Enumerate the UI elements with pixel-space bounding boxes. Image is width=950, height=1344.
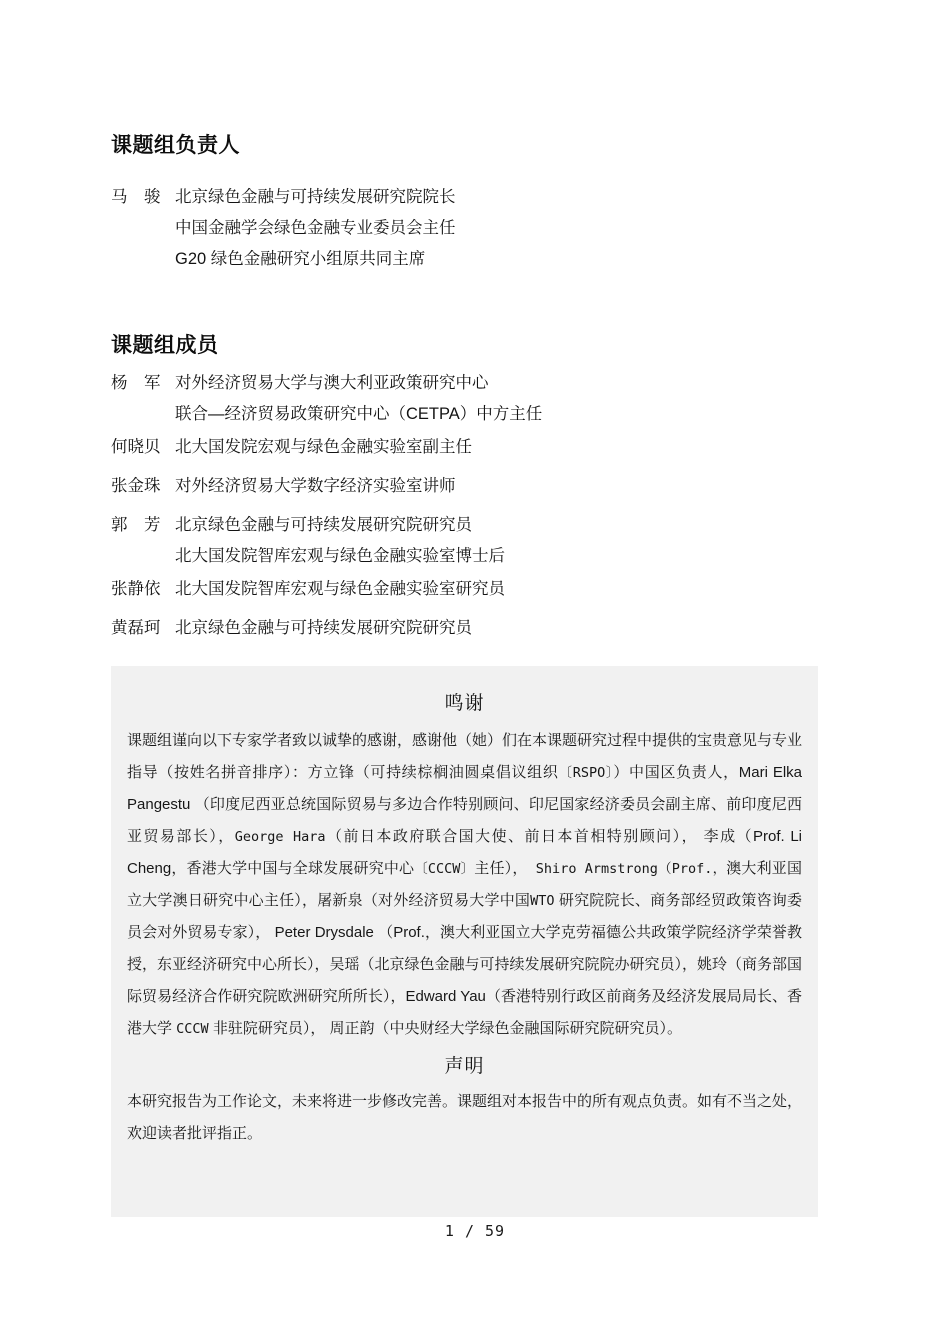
acknowledgement-text-run: George Hara	[234, 829, 326, 845]
acknowledgement-text-run: 主任），	[474, 860, 528, 877]
acknowledgement-body	[127, 725, 802, 1045]
person-roles	[175, 432, 811, 463]
member-people-list	[111, 368, 811, 652]
person-entry	[111, 471, 811, 502]
person-name: 马 骏	[111, 188, 161, 206]
person-role-line: 对外经济贸易大学与澳大利亚政策研究中心	[175, 374, 489, 392]
person-row	[111, 613, 811, 644]
acknowledgement-text-run: 〔RSPO〕	[558, 765, 614, 781]
acknowledgement-text-run: 非驻院研究员）， 周正韵（中央财经大学绿色金融国际研究院研究员）。	[208, 1020, 683, 1037]
person-entry	[111, 574, 811, 605]
acknowledgement-text-run: WTO	[530, 893, 555, 909]
person-role-line: 北大国发院智库宏观与绿色金融实验室研究员	[175, 580, 505, 598]
acknowledgement-text-run: CCCW	[176, 1021, 209, 1037]
person-name: 张静依	[111, 580, 161, 598]
person-row	[111, 432, 811, 463]
person-entry	[111, 182, 811, 275]
person-role-line: 北大国发院宏观与绿色金融实验室副主任	[175, 438, 472, 456]
person-roles	[175, 182, 811, 275]
person-roles	[175, 613, 811, 644]
person-row	[111, 471, 811, 502]
person-entry	[111, 368, 811, 430]
acknowledgement-text-run: 课题组谨向以下专家学者致以诚挚的感谢，感谢他（她）们在本课题研究过程中提供的宝贵意见与专业指导（按姓名拼音排序）：方立锋（可持续棕榈油圆桌倡议组织	[127, 732, 803, 781]
person-entry	[111, 432, 811, 463]
person-role-line: 联合—经济贸易政策研究中心（CETPA）中方主任	[175, 405, 543, 423]
person-roles	[175, 471, 811, 502]
acknowledgement-text-run: 澳大利亚国立大学澳日研究中心主任），屠新泉（对外经济贸易大学中国	[127, 860, 802, 909]
acknowledgement-text-run: 〔CCCW〕	[414, 861, 475, 877]
person-name: 黄磊珂	[111, 619, 161, 637]
person-role-line: 对外经济贸易大学数字经济实验室讲师	[175, 477, 456, 495]
person-name: 郭 芳	[111, 516, 161, 534]
person-role-line: 北大国发院智库宏观与绿色金融实验室博士后	[175, 547, 505, 565]
lead-people-list	[111, 182, 811, 277]
person-row	[111, 510, 811, 572]
person-role-line: 北京绿色金融与可持续发展研究院研究员	[175, 516, 472, 534]
person-row	[111, 182, 811, 275]
acknowledgement-text-run: 研究院院长、商务部经贸政策咨询委员会对外贸易专家）， Peter Drysdale （Prof.，澳大利亚国立大学克劳福德公共政策学院经济学荣誉教授，东亚经济研究中心所长），吴瑶（北京绿色金融与可持续发展研究院院办研究员），姚玲（商务部国际贸易经济合作研究院欧洲研究所所长），Edward Yau（香港特别行政区前商务及经济发展局局长、香港大学	[127, 892, 803, 1037]
person-entry	[111, 510, 811, 572]
acknowledgement-text-run: （前日本政府联合国大使、前日本首相特别顾问）， 李成（Prof. Li Cheng，香港大学中国与全球发展研究中心	[127, 828, 802, 877]
statement-heading: 声明	[444, 1056, 485, 1077]
person-row	[111, 368, 811, 430]
person-roles	[175, 510, 811, 572]
person-role-line: 中国金融学会绿色金融专业委员会主任	[175, 219, 456, 237]
person-name: 何晓贝	[111, 438, 161, 456]
section-heading-members: 课题组成员	[111, 334, 219, 358]
page-number-indicator: 1 / 59	[444, 1222, 506, 1240]
statement-body: 本研究报告为工作论文，未来将进一步修改完善。课题组对本报告中的所有观点负责。如有不当之处，欢迎读者批评指正。	[127, 1093, 803, 1142]
person-roles	[175, 574, 811, 605]
person-row	[111, 574, 811, 605]
person-role-line: G20 绿色金融研究小组原共同主席	[175, 250, 426, 268]
acknowledgement-text-run: ）中国区负责人，Mari Elka Pangestu （印度尼西亚总统国际贸易与多边合作特别顾问、印尼国家经济委员会副主席、前印度尼西亚贸易部长），	[127, 764, 802, 845]
acknowledgement-heading: 鸣谢	[444, 693, 485, 714]
person-name: 杨 军	[111, 374, 161, 392]
person-role-line: 北京绿色金融与可持续发展研究院研究员	[175, 619, 472, 637]
acknowledgement-text-run: Shiro Armstrong（Prof.，	[527, 861, 727, 877]
section-heading-lead: 课题组负责人	[111, 134, 240, 158]
person-entry	[111, 613, 811, 644]
person-name: 张金珠	[111, 477, 161, 495]
acknowledgement-panel	[111, 666, 818, 1217]
person-role-line: 北京绿色金融与可持续发展研究院院长	[175, 188, 456, 206]
person-roles	[175, 368, 811, 430]
